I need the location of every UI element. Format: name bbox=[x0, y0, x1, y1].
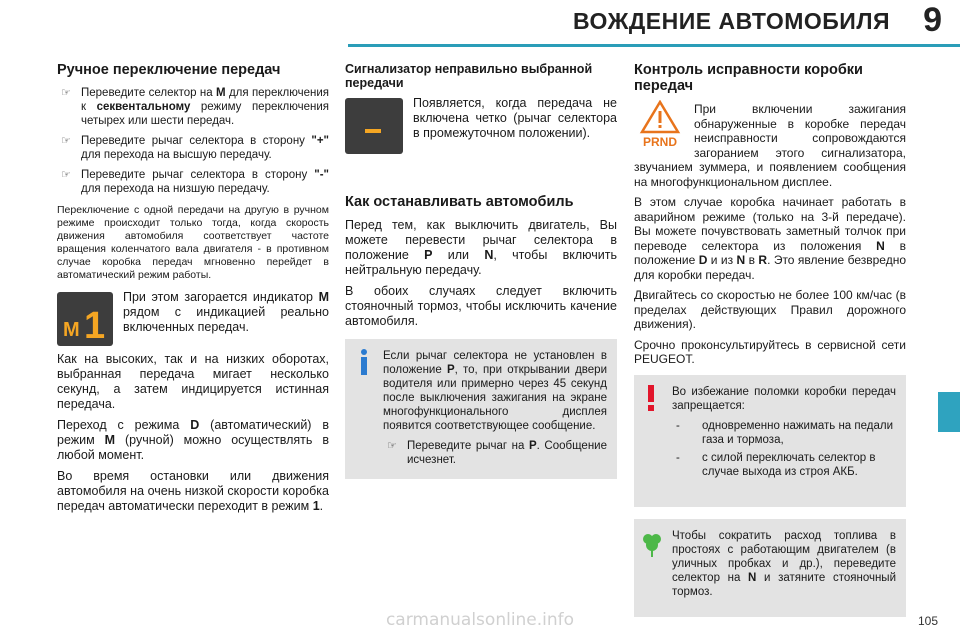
manual-bullets bbox=[57, 86, 329, 196]
bullet-icon: ☞ bbox=[61, 169, 71, 181]
svg-text:M: M bbox=[63, 319, 80, 341]
paragraph: В обоих случаях следует включить стояночный тормоз, чтобы исключить качение автомобиля. bbox=[345, 284, 617, 328]
list-item: ☞ Переведите рычаг селектора в сторону "+" для перехода на высшую передачу. bbox=[61, 135, 329, 161]
m1-indicator-icon bbox=[57, 292, 113, 346]
section-title-manual: Ручное переключение передач bbox=[57, 62, 281, 78]
wrong-gear-indicator-icon bbox=[345, 98, 403, 154]
alarm-text: Появляется, когда передача не включена четко (рычаг селектора в промежуточном положении). bbox=[413, 96, 617, 140]
list-item: ☞ Переведите рычаг селектора в сторону "-" для перехода на низшую передачу. bbox=[61, 169, 329, 195]
prnd-label: PRND bbox=[642, 135, 678, 149]
chapter-side-tab bbox=[938, 392, 960, 432]
column-alarm-stop bbox=[345, 62, 617, 479]
eco-leaf-icon bbox=[642, 533, 662, 562]
paragraph: Как на высоких, так и на низких оборотах, выбранная передача мигает несколько секунд, а затем индицируется истинная передача. bbox=[57, 352, 329, 411]
paragraph: Срочно проконсультируйтесь в сервисной сети PEUGEOT. bbox=[634, 337, 906, 366]
paragraph: При включении зажигания обнаруженные в коробке передач неисправности сопровождаются загоранием этого сигнализатора, звучанием зуммера, и появлением сообщения на многофункциональном дисплее. bbox=[634, 102, 906, 189]
column-gearbox-check bbox=[634, 62, 906, 617]
section-title-stop: Как останавливать автомобиль bbox=[345, 194, 574, 210]
svg-text:1: 1 bbox=[84, 305, 106, 346]
header-rule bbox=[348, 44, 960, 47]
paragraph: Переход с режима D (автоматический) в режим M (ручной) можно осуществлять в любой момент. bbox=[57, 418, 329, 462]
shift-condition-text: Переключение с одной передачи на другую в ручном режиме происходит только тогда, когда скорость движения автомобиля соответствует частоте вращения коленчатого вала двигателя - в противном случае коробка передач мгновенно перейдет в автоматический режим работы. bbox=[57, 204, 329, 281]
list-item: ☞ Переведите рычаг на P. Сообщение исчезнет. bbox=[387, 440, 607, 466]
watermark: carmanualsonline.info bbox=[385, 610, 575, 630]
paragraph: Двигайтесь со скоростью не более 100 км/час (в пределах действующих Правил дорожного движения). bbox=[634, 288, 906, 331]
section-title-alarm: Сигнализатор неправильно выбранной передачи bbox=[345, 62, 593, 90]
chapter-number: 9 bbox=[923, 1, 942, 39]
warning-intro: Во избежание поломки коробки передач запрещается: bbox=[672, 385, 896, 412]
column-manual-shift bbox=[57, 62, 329, 520]
page-number: 105 bbox=[917, 614, 938, 628]
prnd-warning-icon bbox=[634, 100, 686, 150]
info-note-text: Если рычаг селектора не установлен в положение P, то, при открывании двери водителя или примерно через 45 секунд после выключения зажигания на экране многофункционального дисплея появится соответствующее сообщение. bbox=[383, 350, 607, 432]
paragraph: Во время остановки или движения автомобиля на очень низкой скорости коробка передач автоматически переходит в режим 1. bbox=[57, 469, 329, 513]
chapter-title: ВОЖДЕНИЕ АВТОМОБИЛЯ bbox=[572, 8, 890, 34]
bullet-icon: ☞ bbox=[387, 440, 397, 452]
list-item: ☞ Переведите селектор на M для переключения к секвентальному режиму переключения четырех или шести передач. bbox=[61, 87, 329, 127]
bullet-icon: ☞ bbox=[61, 87, 71, 99]
info-icon bbox=[357, 349, 371, 380]
eco-note-box bbox=[634, 519, 906, 617]
list-item: - с силой переключать селектор в случае выхода из строя АКБ. bbox=[676, 451, 876, 478]
section-title-gearbox: Контроль исправности коробки передач bbox=[634, 62, 863, 94]
info-note-box bbox=[345, 339, 617, 479]
list-item: - одновременно нажимать на педали газа и тормоза, bbox=[676, 419, 894, 446]
bullet-icon: ☞ bbox=[61, 135, 71, 147]
warning-note-box bbox=[634, 375, 906, 507]
page-header bbox=[0, 0, 960, 52]
paragraph: Перед тем, как выключить двигатель, Вы можете перевести рычаг селектора в положение P или N, чтобы включить нейтральную передачу. bbox=[345, 218, 617, 277]
paragraph: В этом случае коробка начинает работать в аварийном режиме (только на 3-й передаче). Вы можете почувствовать заметный толчок при переводе селектора из положения N в положение D и из N в R. Это явление безвредно для коробки передач. bbox=[634, 195, 906, 282]
m1-indicator-text: При этом загорается индикатор M рядом с индикацией реально включенных передач. bbox=[123, 290, 329, 334]
eco-note-text: Чтобы сократить расход топлива в простоях с работающим двигателем (в уличных пробках и др.), переведите селектор на N и затяните стояночный тормоз. bbox=[672, 529, 896, 598]
warning-exclamation-icon bbox=[646, 385, 656, 416]
